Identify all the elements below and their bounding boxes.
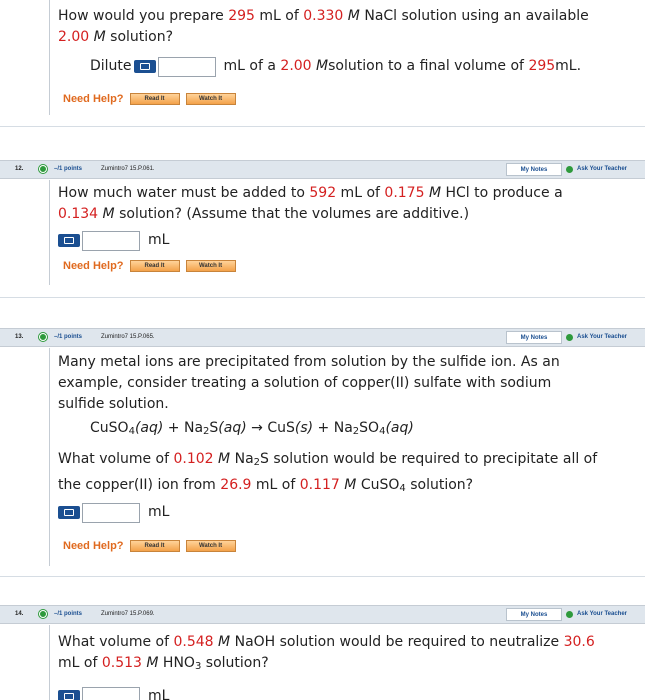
question-source: Zumintro7 15.P.061. (101, 166, 155, 172)
read-it-button[interactable]: Read It (130, 93, 180, 105)
eq-term: S (209, 420, 219, 436)
molar-unit: M (102, 206, 115, 222)
ask-your-teacher-link[interactable]: Ask Your Teacher (577, 611, 628, 617)
q13-volume: 26.9 (220, 477, 252, 493)
eq-state: (s) (294, 420, 314, 436)
eq-subscript: 2 (203, 426, 210, 437)
q12-answer-input[interactable] (82, 231, 140, 251)
q13-text: What volume of (58, 451, 174, 467)
eq-subscript: 4 (399, 483, 406, 494)
points-label: –/1 points (54, 166, 83, 172)
question-13-header (0, 328, 645, 347)
eq-operator: + (163, 420, 184, 436)
points-dot-icon (39, 165, 47, 173)
my-notes-button[interactable]: My Notes (506, 608, 562, 621)
q12-text: How much water must be added to (58, 185, 310, 201)
q11-text: mL of (254, 8, 304, 24)
q13-text: sulfide solution. (58, 396, 169, 412)
need-help-bar (63, 260, 242, 272)
read-it-button[interactable]: Read It (130, 540, 180, 552)
mathpad-icon[interactable] (134, 60, 156, 73)
divider (0, 126, 645, 127)
q14-text: mL of (58, 655, 102, 671)
watch-it-button[interactable]: Watch It (186, 93, 236, 105)
points-dot-icon (39, 610, 47, 618)
dilute-label: Dilute (90, 58, 132, 74)
eq-subscript: 4 (379, 426, 386, 437)
q13-answer-input[interactable] (82, 503, 140, 523)
q14-answer-input[interactable] (82, 687, 140, 700)
q14-concentration: 0.548 (173, 634, 214, 650)
q11-final-volume: 295 (528, 58, 556, 74)
molar-unit: M (344, 477, 357, 493)
need-help-label: Need Help? (63, 540, 124, 552)
points-label: –/1 points (54, 611, 83, 617)
question-11 (49, 6, 645, 77)
eq-operator: + (313, 420, 334, 436)
q13-concentration: 0.117 (299, 477, 340, 493)
q11-text: solution to a final volume of (328, 58, 524, 74)
eq-subscript: 4 (128, 426, 135, 437)
q13-text: solution? (405, 477, 474, 493)
ask-your-teacher-link[interactable]: Ask Your Teacher (577, 334, 628, 340)
unit-label: mL (148, 688, 170, 700)
q11-answer-row (58, 56, 645, 77)
q11-text: mL. (555, 58, 582, 74)
question-14 (49, 632, 645, 700)
chemical-equation (58, 418, 645, 439)
question-12-header (0, 160, 645, 179)
q12-text: HCl to produce a (441, 185, 563, 201)
q12-target-concentration: 0.134 (58, 206, 99, 222)
q11-text: mL of a (223, 58, 276, 74)
q12-text: mL of (336, 185, 385, 201)
need-help-bar (63, 93, 242, 105)
watch-it-button[interactable]: Watch It (186, 540, 236, 552)
question-14-header (0, 605, 645, 624)
eq-arrow: → (246, 420, 268, 436)
watch-it-button[interactable]: Watch It (186, 260, 236, 272)
need-help-label: Need Help? (63, 260, 124, 272)
q11-text: NaCl solution using an available (359, 8, 589, 24)
q14-text: solution? (201, 655, 269, 671)
eq-term: CuS (267, 420, 295, 436)
q13-answer-row (58, 502, 645, 523)
eq-term: SO (359, 420, 380, 436)
mathpad-icon[interactable] (58, 234, 80, 247)
molar-unit: M (428, 185, 442, 201)
question-source: Zumintro7 15.P.069. (101, 611, 155, 617)
ask-your-teacher-link[interactable]: Ask Your Teacher (577, 166, 628, 172)
q13-text: mL of (251, 477, 300, 493)
q11-volume: 295 (228, 8, 255, 24)
molar-unit: M (316, 58, 329, 74)
q12-volume: 592 (309, 185, 337, 201)
question-source: Zumintro7 15.P.065. (101, 334, 155, 340)
unit-label: mL (148, 232, 170, 248)
q11-answer-input[interactable] (158, 57, 216, 77)
question-number: 12. (15, 166, 24, 172)
question-number: 14. (15, 611, 24, 617)
divider (0, 576, 645, 577)
need-help-bar (63, 540, 242, 552)
q11-text: solution? (105, 29, 174, 45)
mathpad-icon[interactable] (58, 506, 80, 519)
divider (0, 297, 645, 298)
molar-unit: M (93, 29, 106, 45)
q14-text: HNO (158, 655, 195, 671)
q13-question (58, 446, 645, 498)
q13-text: Na (230, 451, 254, 467)
q14-answer-row (58, 686, 645, 700)
ask-teacher-dot-icon (566, 611, 573, 618)
points-dot-icon (39, 333, 47, 341)
eq-term: Na (333, 420, 353, 436)
q13-text: the copper(II) ion from (58, 477, 221, 493)
ask-teacher-dot-icon (566, 166, 573, 173)
eq-term: Na (183, 420, 204, 436)
q14-text: What volume of (58, 634, 174, 650)
eq-state: (aq) (218, 420, 247, 436)
eq-state: (aq) (385, 420, 414, 436)
unit-label: mL (148, 504, 170, 520)
q12-concentration: 0.175 (384, 185, 425, 201)
eq-state: (aq) (134, 420, 164, 436)
q13-text: example, consider treating a solution of copper(II) sulfate with sodium (58, 375, 552, 391)
q13-text: Many metal ions are precipitated from solution by the sulfide ion. As an (58, 354, 560, 370)
question-12 (49, 183, 645, 251)
q14-volume: 30.6 (563, 634, 595, 650)
eq-subscript: 2 (253, 457, 261, 468)
q11-stock-concentration: 2.00 (280, 58, 312, 74)
need-help-label: Need Help? (63, 93, 124, 105)
read-it-button[interactable]: Read It (130, 260, 180, 272)
ask-teacher-dot-icon (566, 334, 573, 341)
eq-subscript: 3 (194, 661, 202, 672)
q11-concentration: 0.330 (303, 8, 344, 24)
q11-text: How would you prepare (58, 8, 229, 24)
q12-text: solution? (Assume that the volumes are additive.) (114, 206, 470, 222)
q12-answer-row (58, 230, 645, 251)
molar-unit: M (218, 451, 231, 467)
q14-concentration: 0.513 (101, 655, 142, 671)
molar-unit: M (347, 8, 360, 24)
q14-text: NaOH solution would be required to neutralize (230, 634, 564, 650)
my-notes-button[interactable]: My Notes (506, 331, 562, 344)
q13-text: S solution would be required to precipitate all of (260, 451, 598, 467)
molar-unit: M (218, 634, 231, 650)
q13-text: CuSO (356, 477, 400, 493)
q11-stock-concentration: 2.00 (58, 29, 90, 45)
molar-unit: M (146, 655, 159, 671)
my-notes-button[interactable]: My Notes (506, 163, 562, 176)
question-13 (49, 352, 645, 523)
eq-subscript: 2 (352, 426, 360, 437)
q13-concentration: 0.102 (173, 451, 214, 467)
eq-term: CuSO (90, 420, 129, 436)
mathpad-icon[interactable] (58, 690, 80, 700)
points-label: –/1 points (54, 334, 83, 340)
question-number: 13. (15, 334, 24, 340)
